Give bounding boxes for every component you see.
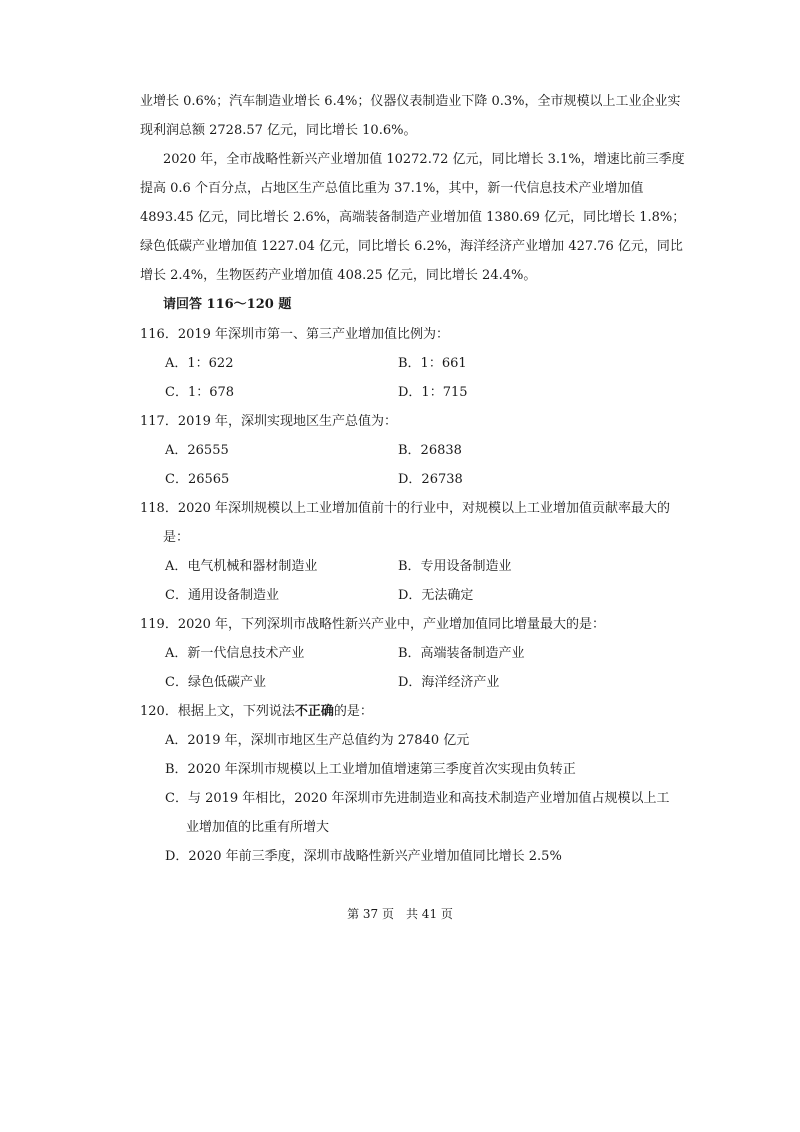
- option-d: D．海洋经济产业: [398, 675, 500, 690]
- passage-line: 提高 0.6 个百分点，占地区生产总值比重为 37.1%，其中，新一代信息技术产业增加值: [140, 181, 644, 196]
- passage-line: 业增长 0.6%；汽车制造业增长 6.4%；仪器仪表制造业下降 0.3%，全市规模以上工业企业实: [140, 94, 681, 109]
- passage-line: 增长 2.4%，生物医药产业增加值 408.25 亿元，同比增长 24.4%。: [140, 268, 537, 283]
- passage-line: 2020 年，全市战略性新兴产业增加值 10272.72 亿元，同比增长 3.1%，增速比前三季度: [163, 152, 685, 167]
- option-b: B．2020 年深圳市规模以上工业增加值增速第三季度首次实现由负转正: [165, 762, 576, 777]
- passage-line: 现利润总额 2728.57 亿元，同比增长 10.6%。: [140, 123, 417, 138]
- option-d: D．2020 年前三季度，深圳市战略性新兴产业增加值同比增长 2.5%: [165, 849, 562, 864]
- option-a: A．新一代信息技术产业: [165, 646, 305, 661]
- option-d: D．26738: [398, 472, 463, 487]
- question-stem: 119．2020 年，下列深圳市战略性新兴产业中，产业增加值同比增量最大的是：: [140, 617, 606, 632]
- option-a: A．电气机械和器材制造业: [165, 559, 318, 574]
- passage-line: 绿色低碳产业增加值 1227.04 亿元，同比增长 6.2%，海洋经济产业增加 427.76 亿元，同比: [140, 239, 683, 254]
- passage-line: 4893.45 亿元，同比增长 2.6%，高端装备制造产业增加值 1380.69 亿元，同比增长 1.8%；: [140, 210, 686, 225]
- option-b: B．26838: [398, 443, 462, 458]
- stem-text: 的是：: [333, 704, 373, 719]
- option-c: C．通用设备制造业: [165, 588, 279, 603]
- option-c-cont: 业增加值的比重有所增大: [186, 820, 330, 835]
- option-a: A．2019 年，深圳市地区生产总值约为 27840 亿元: [165, 733, 470, 748]
- option-d: D．无法确定: [398, 588, 474, 603]
- stem-emphasis: 不正确: [294, 704, 334, 719]
- option-c: C．与 2019 年相比，2020 年深圳市先进制造业和高技术制造产业增加值占规模以上工: [165, 791, 670, 806]
- option-a: A．1：622: [165, 356, 234, 371]
- option-c: C．26565: [165, 472, 230, 487]
- question-stem: 116．2019 年深圳市第一、第三产业增加值比例为：: [140, 327, 450, 342]
- option-b: B．专用设备制造业: [398, 559, 512, 574]
- option-d: D．1：715: [398, 385, 468, 400]
- section-title: 请回答 116～120 题: [163, 297, 292, 312]
- question-stem: [140, 702, 373, 722]
- stem-text: 120．根据上文，下列说法: [140, 704, 295, 719]
- question-stem: 118．2020 年深圳规模以上工业增加值前十的行业中，对规模以上工业增加值贡献率最大的: [140, 501, 671, 516]
- option-b: B．高端装备制造产业: [398, 646, 525, 661]
- option-a: A．26555: [165, 443, 229, 458]
- option-c: C．绿色低碳产业: [165, 675, 266, 690]
- option-c: C．1：678: [165, 385, 235, 400]
- question-stem: 117．2019 年，深圳实现地区生产总值为：: [140, 414, 398, 429]
- option-b: B．1：661: [398, 356, 467, 371]
- question-stem-cont: 是：: [163, 530, 190, 545]
- page-number: 第 37 页 共 41 页: [347, 907, 453, 921]
